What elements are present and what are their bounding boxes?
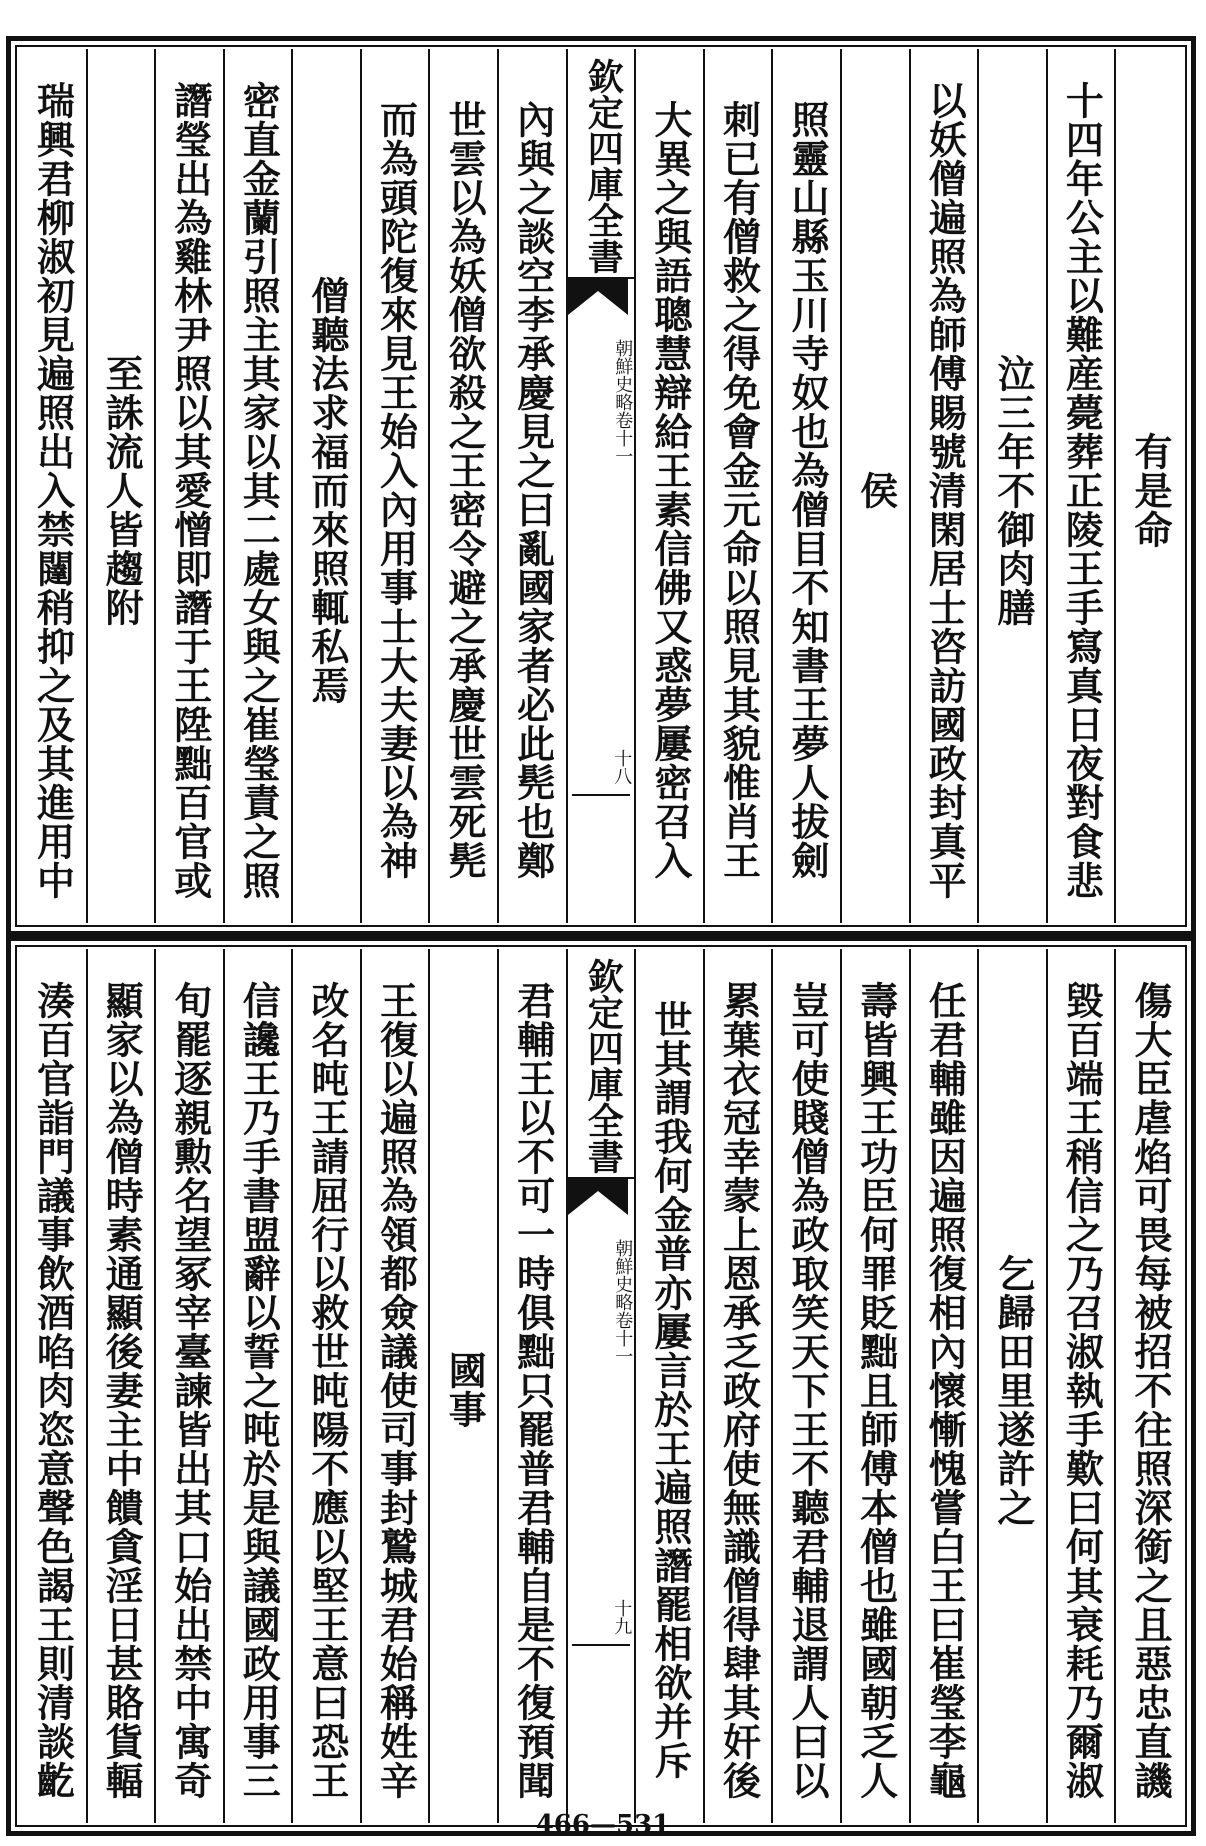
- center-fold-column: [566, 49, 635, 923]
- text-column: 譖瑩出為雞林尹照以其愛憎即譖于王陞黜百官或: [154, 49, 223, 923]
- text-column: 泣三年不御肉膳: [977, 49, 1046, 923]
- bottom-page-columns: [19, 949, 1183, 1823]
- text-column: 乞歸田里遂許之: [977, 949, 1046, 1823]
- text-column: 密直金蘭引照主其家以其二處女與之崔瑩責之照: [223, 49, 292, 923]
- text-column: 信讒王乃手書盟辭以誓之旽於是與議國政用事三: [223, 949, 292, 1823]
- text-column: 君輔王以不可一時俱黜只罷普君輔自是不復預聞: [497, 949, 566, 1823]
- fishtail-mark-icon: [568, 279, 628, 315]
- text-column: 改名旽王請屈行以救世旽陽不應以堅王意曰恐王: [291, 949, 360, 1823]
- fishtail-mark-icon: [568, 1179, 628, 1215]
- center-header: 欽定四庫全書: [568, 949, 635, 1179]
- text-column: 侯: [840, 49, 909, 923]
- text-column: 世其謂我何金普亦屢言於王遍照譖罷相欲并斥: [634, 949, 703, 1823]
- book-title: 朝鮮史略: [612, 339, 634, 411]
- text-column: 僧聽法求福而來照輒私焉: [291, 49, 360, 923]
- center-book-info: [582, 1239, 635, 1365]
- book-title: 朝鮮史略: [612, 1239, 634, 1311]
- text-column: 顯家以為僧時素通顯後妻主中饋貪淫日甚賂貨輻: [86, 949, 155, 1823]
- folio-rule: [572, 1644, 631, 1646]
- text-column: 以妖僧遍照為師傅賜號清閑居士咨訪國政封真平: [909, 49, 978, 923]
- text-column: 傷大臣虐焰可畏每被招不往照深銜之且惡忠直譏: [1114, 949, 1183, 1823]
- text-column: 世雲以為妖僧欲殺之王密令避之承慶世雲死髡: [428, 49, 497, 923]
- text-column: 而為頭陀復來見王始入內用事士大夫妻以為神: [360, 49, 429, 923]
- text-column: 大異之與語聰慧辯給王素信佛又惑夢屢密召入: [634, 49, 703, 923]
- folio-rule: [572, 794, 631, 796]
- folio-number: 十八: [611, 749, 633, 785]
- text-column: 毀百端王稍信之乃召淑執手歎曰何其衰耗乃爾淑: [1046, 949, 1115, 1823]
- folio-number: 十九: [611, 1599, 633, 1635]
- volume-label: 卷十一: [612, 1311, 634, 1365]
- text-column: 內與之談空李承慶見之曰亂國家者必此髡也鄭: [497, 49, 566, 923]
- text-column: 壽皆興王功臣何罪貶黜且師傅本僧也雖國朝乏人: [840, 949, 909, 1823]
- text-column: 任君輔雖因遍照復相內懷慚愧嘗白王曰崔瑩李龜: [909, 949, 978, 1823]
- text-column: 國事: [428, 949, 497, 1823]
- text-column: 瑞興君柳淑初見遍照出入禁闥稍抑之及其進用中: [30, 80, 76, 900]
- volume-label: 卷十一: [612, 411, 634, 465]
- top-page: [6, 36, 1196, 936]
- text-column: 有是命: [1114, 49, 1183, 923]
- text-column: 照靈山縣玉川寺奴也為僧目不知書王夢人拔劍: [771, 49, 840, 923]
- text-column: 十四年公主以難産薨葬正陵王手寫真日夜對食悲: [1046, 49, 1115, 923]
- text-column: 累葉衣冠幸蒙上恩承乏政府使無識僧得肆其奸後: [703, 949, 772, 1823]
- text-column: 王復以遍照為領都僉議使司事封鷲城君始稱姓辛: [360, 949, 429, 1823]
- top-page-columns: [19, 49, 1183, 923]
- text-column: 刺已有僧救之得免會金元命以照見其貌惟肖王: [703, 49, 772, 923]
- text-column: 至誅流人皆趨附: [86, 49, 155, 923]
- center-fold-column: [566, 949, 635, 1823]
- page-reference-number: 466—531: [535, 1810, 671, 1840]
- bottom-page: [6, 936, 1196, 1836]
- text-column: 旬罷逐親勲名望冢宰臺諫皆出其口始出禁中寓奇: [154, 949, 223, 1823]
- text-column: 豈可使賤僧為政取笑天下王不聽君輔退謂人曰以: [771, 949, 840, 1823]
- center-book-info: [582, 339, 635, 465]
- center-header: 欽定四庫全書: [568, 49, 635, 279]
- text-column: 湊百官詣門議事飲酒啗肉恣意聲色謁王則清談齕: [30, 980, 76, 1800]
